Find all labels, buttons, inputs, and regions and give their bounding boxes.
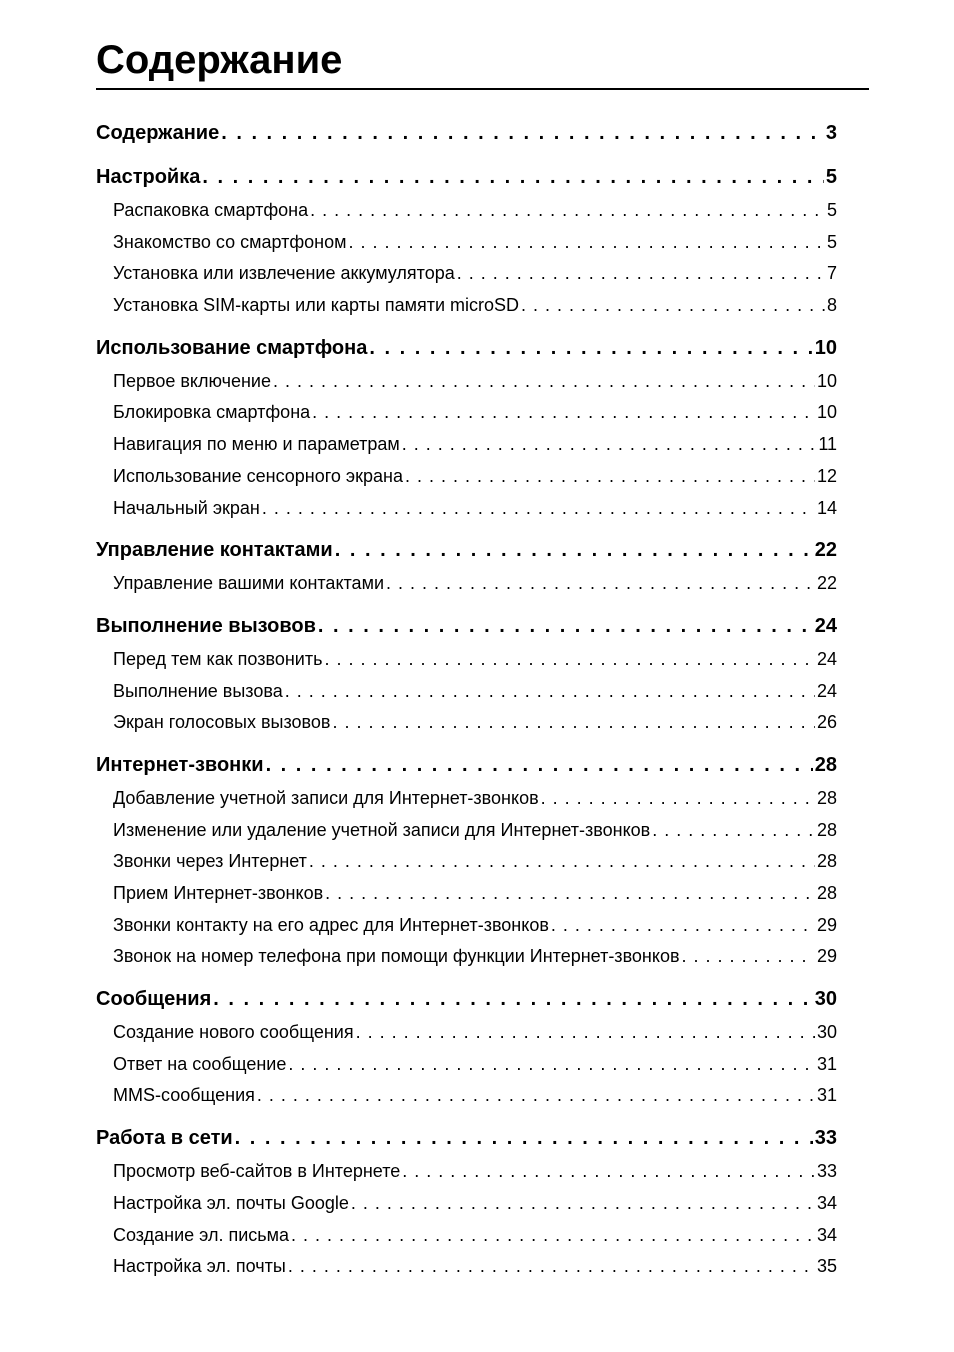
toc-entry-label: Установка SIM-карты или карты памяти microSD [113, 295, 520, 316]
toc-section-entry[interactable] [96, 981, 837, 1017]
toc-page-number: 24 [816, 648, 837, 669]
toc-page-number: 29 [816, 914, 837, 935]
toc-dot-leader [457, 258, 825, 290]
toc-page-number: 33 [816, 1161, 837, 1182]
toc-subsection-entry[interactable] [96, 397, 837, 429]
toc-section-entry[interactable] [96, 532, 837, 568]
toc-subsection-entry[interactable] [96, 493, 837, 525]
toc-page-number: 3 [825, 122, 837, 144]
toc-subsection-entry[interactable] [96, 676, 837, 708]
toc-subsection-entry[interactable] [96, 707, 837, 739]
toc-page-number: 34 [816, 1192, 837, 1213]
toc-page-number: 28 [816, 819, 837, 840]
toc-entry-label: Прием Интернет-звонков [113, 883, 324, 903]
toc-entry-label: Звонки контакту на его адрес для Интернет-звонков [113, 914, 549, 935]
toc-entry-label: Выполнение вызовов [96, 614, 316, 637]
toc-dot-leader [335, 532, 813, 568]
toc-page-number: 28 [816, 787, 837, 808]
toc-dot-leader [318, 608, 813, 644]
toc-page-number: 22 [814, 539, 837, 562]
toc-dot-leader [288, 1251, 815, 1283]
toc-dot-leader [541, 783, 815, 815]
table-of-contents [96, 115, 837, 1283]
toc-page-number: 10 [814, 336, 837, 359]
toc-entry-label: Просмотр веб-сайтов в Интернете [113, 1161, 401, 1182]
toc-subsection-entry[interactable] [96, 461, 837, 493]
toc-dot-leader [285, 676, 815, 708]
toc-subsection-entry[interactable] [96, 1017, 837, 1049]
toc-page-number: 31 [816, 1085, 837, 1106]
toc-page-number: 7 [826, 263, 837, 284]
toc-entry-label: Начальный экран [113, 497, 260, 518]
toc-dot-leader [221, 115, 824, 151]
toc-entry-label: Выполнение вызова [113, 680, 283, 701]
toc-entry-label: Сообщения [96, 988, 212, 1011]
toc-page-number: 31 [816, 1053, 837, 1074]
toc-subsection-entry[interactable] [96, 258, 837, 290]
toc-dot-leader [386, 568, 815, 600]
toc-dot-leader [402, 429, 817, 461]
toc-dot-leader [369, 330, 812, 366]
toc-dot-leader [202, 159, 824, 195]
title-divider [96, 88, 869, 90]
toc-subsection-entry[interactable] [96, 429, 837, 461]
toc-section-entry[interactable] [96, 115, 837, 151]
toc-entry-label: Управление контактами [96, 539, 333, 562]
toc-page-number: 10 [816, 370, 837, 391]
toc-dot-leader [356, 1017, 815, 1049]
toc-page-number: 33 [814, 1127, 837, 1150]
toc-dot-leader [266, 747, 813, 783]
toc-entry-label: Изменение или удаление учетной записи для Интернет-звонков [113, 819, 651, 840]
toc-subsection-entry[interactable] [96, 783, 837, 815]
toc-entry-label: Блокировка смартфона [113, 402, 311, 423]
toc-page-number: 12 [816, 465, 837, 486]
toc-subsection-entry[interactable] [96, 1188, 837, 1220]
toc-page-number: 28 [814, 753, 837, 776]
toc-entry-label: Создание нового сообщения [113, 1022, 354, 1043]
toc-entry-label: Первое включение [113, 370, 271, 391]
page-title: Содержание [96, 38, 343, 82]
toc-entry-label: Экран голосовых вызовов [113, 712, 331, 733]
toc-page-number: 28 [816, 851, 837, 872]
toc-page-number: 30 [814, 988, 837, 1011]
toc-page-number: 35 [816, 1256, 837, 1277]
toc-subsection-entry[interactable] [96, 878, 837, 910]
toc-page-number: 22 [816, 573, 837, 594]
toc-subsection-entry[interactable] [96, 644, 837, 676]
toc-entry-label: Настройка [96, 166, 201, 188]
toc-entry-label: Настройка эл. почты [113, 1256, 286, 1277]
toc-entry-label: Навигация по меню и параметрам [113, 434, 400, 455]
toc-section-entry[interactable] [96, 1120, 837, 1156]
toc-entry-label: Использование смартфона [96, 336, 368, 359]
toc-page-number: 30 [816, 1022, 837, 1043]
toc-entry-label: Ответ на сообщение [113, 1053, 287, 1074]
toc-entry-label: Добавление учетной записи для Интернет-звонков [113, 787, 539, 808]
toc-page-number: 5 [825, 166, 837, 188]
toc-page-number: 5 [826, 231, 837, 252]
toc-dot-leader [273, 366, 815, 398]
toc-page-number: 26 [816, 712, 837, 733]
toc-subsection-entry[interactable] [96, 195, 837, 227]
toc-entry-label: Создание эл. письма [113, 1224, 290, 1245]
toc-dot-leader [325, 878, 815, 910]
toc-subsection-entry[interactable] [96, 1080, 837, 1112]
toc-page-number: 8 [826, 295, 837, 316]
toc-dot-leader [521, 290, 825, 322]
toc-entry-label: Звонок на номер телефона при помощи функции Интернет-звонков [113, 946, 680, 967]
toc-dot-leader [213, 981, 812, 1017]
toc-page-number: 5 [826, 200, 837, 220]
toc-subsection-entry[interactable] [96, 227, 837, 259]
toc-page-number: 29 [816, 946, 837, 967]
toc-entry-label: Звонки через Интернет [113, 851, 307, 872]
toc-dot-leader [349, 227, 825, 259]
toc-dot-leader [257, 1080, 815, 1112]
toc-entry-label: Работа в сети [96, 1127, 233, 1150]
toc-dot-leader [262, 493, 815, 525]
toc-subsection-entry[interactable] [96, 941, 837, 973]
toc-section-entry[interactable] [96, 747, 837, 783]
toc-dot-leader [405, 461, 815, 493]
toc-dot-leader [291, 1220, 815, 1252]
toc-subsection-entry[interactable] [96, 1049, 837, 1081]
toc-page-number: 28 [816, 883, 837, 903]
toc-dot-leader [652, 815, 815, 847]
toc-dot-leader [333, 707, 815, 739]
toc-dot-leader [310, 195, 825, 227]
toc-page-number: 10 [816, 402, 837, 423]
toc-subsection-entry[interactable] [96, 290, 837, 322]
toc-dot-leader [682, 941, 815, 973]
toc-section-entry[interactable] [96, 159, 837, 195]
toc-page-number: 34 [816, 1224, 837, 1245]
toc-dot-leader [312, 397, 815, 429]
toc-subsection-entry[interactable] [96, 1156, 837, 1188]
toc-page-number: 24 [814, 614, 837, 637]
toc-subsection-entry[interactable] [96, 568, 837, 600]
toc-subsection-entry[interactable] [96, 910, 837, 942]
toc-subsection-entry[interactable] [96, 815, 837, 847]
toc-entry-label: Настройка эл. почты Google [113, 1192, 349, 1213]
toc-entry-label: MMS-сообщения [113, 1085, 255, 1106]
toc-section-entry[interactable] [96, 330, 837, 366]
toc-entry-label: Знакомство со смартфоном [113, 231, 347, 252]
toc-subsection-entry[interactable] [96, 846, 837, 878]
toc-page-number: 14 [816, 497, 837, 518]
toc-dot-leader [551, 910, 815, 942]
toc-entry-label: Управление вашими контактами [113, 573, 385, 594]
toc-dot-leader [309, 846, 815, 878]
toc-dot-leader [324, 644, 815, 676]
toc-entry-label: Распаковка смартфона [113, 200, 309, 220]
toc-page-number: 24 [816, 680, 837, 701]
toc-dot-leader [288, 1049, 815, 1081]
toc-page-number: 11 [818, 434, 837, 455]
toc-entry-label: Установка или извлечение аккумулятора [113, 263, 455, 284]
toc-entry-label: Перед тем как позвонить [113, 648, 323, 669]
toc-dot-leader [402, 1156, 815, 1188]
toc-entry-label: Интернет-звонки [96, 753, 264, 776]
toc-subsection-entry[interactable] [96, 366, 837, 398]
toc-dot-leader [351, 1188, 815, 1220]
toc-entry-label: Содержание [96, 122, 220, 144]
toc-dot-leader [235, 1120, 813, 1156]
toc-subsection-entry[interactable] [96, 1251, 837, 1283]
toc-entry-label: Использование сенсорного экрана [113, 465, 403, 486]
toc-section-entry[interactable] [96, 608, 837, 644]
toc-subsection-entry[interactable] [96, 1220, 837, 1252]
